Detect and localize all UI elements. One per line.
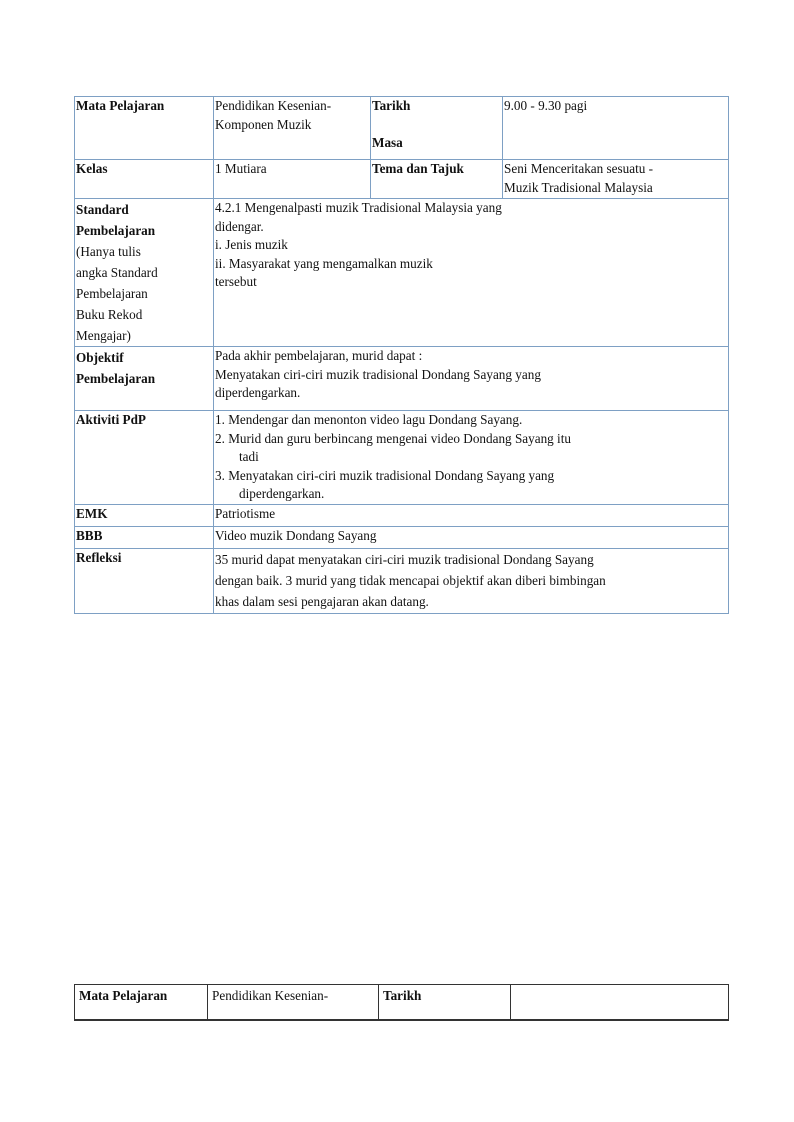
aktiviti-label: Aktiviti PdP	[75, 411, 214, 505]
table-row	[75, 160, 729, 199]
objektif-label: Objektif Pembelajaran	[75, 347, 214, 411]
kelas-value: 1 Mutiara	[214, 160, 371, 199]
table-row	[75, 504, 729, 526]
mata-pelajaran-label: Mata Pelajaran	[75, 97, 214, 160]
table-row	[75, 97, 729, 160]
bbb-label: BBB	[75, 526, 214, 548]
masa-value: 9.00 - 9.30 pagi	[503, 97, 729, 160]
standard-label: Standard Pembelajaran (Hanya tulis angka Standard Pembelajaran Buku Rekod Mengajar)	[75, 199, 214, 347]
emk-label: EMK	[75, 504, 214, 526]
tema-label: Tema dan Tajuk	[371, 160, 503, 199]
mata-pelajaran-value: Pendidikan Kesenian-	[208, 985, 379, 1021]
lesson-plan-table	[74, 96, 729, 614]
objektif-value: Pada akhir pembelajaran, murid dapat : Menyatakan ciri-ciri muzik tradisional Dondang Sayang yang diperdengarkan.	[214, 347, 729, 411]
aktiviti-value: 1. Mendengar dan menonton video lagu Dondang Sayang. 2. Murid dan guru berbincang mengenai video Dondang Sayang itu tadi 3. Menyatakan ciri-ciri muzik tradisional Dondang Sayang yang diperdengarkan.	[214, 411, 729, 505]
table-row	[75, 411, 729, 505]
tarikh-label: Tarikh	[379, 985, 511, 1021]
tema-value: Seni Menceritakan sesuatu - Muzik Tradisional Malaysia	[503, 160, 729, 199]
bbb-value: Video muzik Dondang Sayang	[214, 526, 729, 548]
table-row	[75, 985, 729, 1021]
tarikh-masa-label: Tarikh Masa	[371, 97, 503, 160]
table-row	[75, 548, 729, 613]
kelas-label: Kelas	[75, 160, 214, 199]
emk-value: Patriotisme	[214, 504, 729, 526]
standard-value: 4.2.1 Mengenalpasti muzik Tradisional Malaysia yang didengar. i. Jenis muzik ii. Masyarakat yang mengamalkan muzik tersebut	[214, 199, 729, 347]
table-row	[75, 347, 729, 411]
table-row	[75, 199, 729, 347]
mata-pelajaran-label: Mata Pelajaran	[75, 985, 208, 1021]
refleksi-value: 35 murid dapat menyatakan ciri-ciri muzik tradisional Dondang Sayang dengan baik. 3 murid yang tidak mencapai objektif akan diberi bimbingan khas dalam sesi pengajaran akan datang.	[214, 548, 729, 613]
table-row	[75, 526, 729, 548]
mata-pelajaran-value: Pendidikan Kesenian- Komponen Muzik	[214, 97, 371, 160]
refleksi-label: Refleksi	[75, 548, 214, 613]
next-lesson-plan-table	[74, 984, 729, 1021]
tarikh-value	[511, 985, 729, 1021]
